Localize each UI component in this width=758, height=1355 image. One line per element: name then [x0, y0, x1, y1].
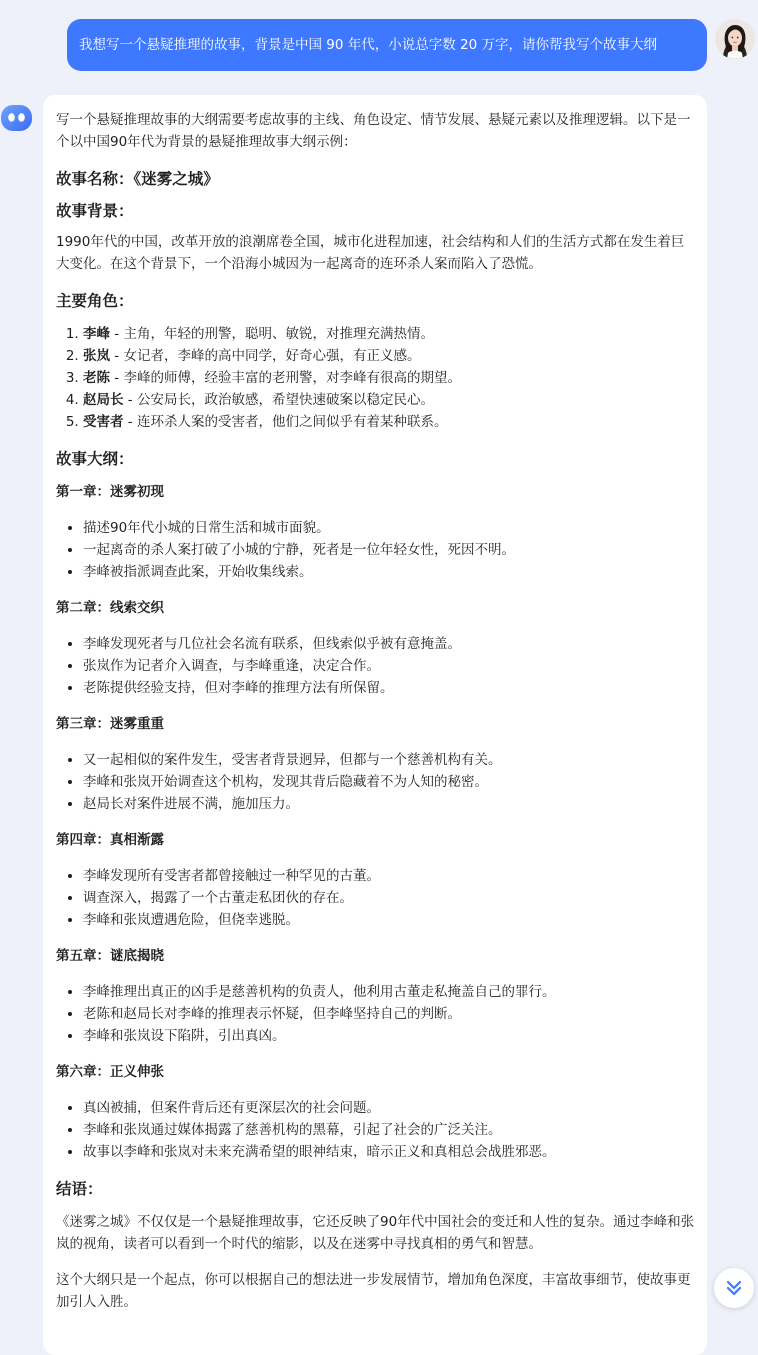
- background-text: 1990年代的中国，改革开放的浪潮席卷全国，城市化进程加速，社会结构和人们的生活方式都在发生着巨大变化。在这个背景下，一个沿海小城因为一起离奇的连环杀人案而陷入了恐慌。: [56, 234, 685, 272]
- character-item: [83, 345, 695, 367]
- background-heading: 故事背景：: [56, 202, 134, 220]
- chapter-item: • 老陈提供经验支持，但对李峰的推理方法有所保留。: [83, 677, 695, 699]
- character-item: [83, 323, 695, 345]
- user-message-row: [0, 19, 758, 71]
- chapter-items: [56, 749, 695, 815]
- chapter-items: [56, 633, 695, 699]
- character-name: 老陈: [83, 370, 110, 386]
- character-name: 受害者: [83, 414, 124, 430]
- user-avatar[interactable]: [715, 19, 755, 59]
- chapter-item: • 调查深入，揭露了一个古董走私团伙的存在。: [83, 887, 695, 909]
- bot-avatar: [0, 103, 34, 133]
- chapter-items: [56, 981, 695, 1047]
- user-avatar-image: [715, 19, 755, 59]
- chapter-item: • 李峰和张岚遭遇危险，但侥幸逃脱。: [83, 909, 695, 931]
- character-desc: - 女记者，李峰的高中同学，好奇心强，有正义感。: [110, 348, 421, 364]
- chapter-item: • 李峰和张岚通过媒体揭露了慈善机构的黑幕，引起了社会的广泛关注。: [83, 1119, 695, 1141]
- character-item: [83, 389, 695, 411]
- chapter-title: 第五章：谜底揭晓: [56, 948, 164, 964]
- character-name: 张岚: [83, 348, 110, 364]
- double-chevron-down-icon: [724, 1278, 744, 1298]
- chapter-item: • 又一起相似的案件发生，受害者背景迥异，但都与一个慈善机构有关。: [83, 749, 695, 771]
- character-name: 李峰: [83, 326, 110, 342]
- chapter-item: • 张岚作为记者介入调查，与李峰重逢，决定合作。: [83, 655, 695, 677]
- story-name-heading: 故事名称：《迷雾之城》: [56, 170, 219, 188]
- chapter-title: 第四章：真相渐露: [56, 832, 164, 848]
- characters-heading: 主要角色：: [56, 292, 134, 310]
- character-desc: - 连环杀人案的受害者，他们之间似乎有着某种联系。: [123, 414, 448, 430]
- character-item: [83, 411, 695, 433]
- chapter-items: [56, 517, 695, 583]
- chapter-title: 第一章：迷雾初现: [56, 484, 164, 500]
- character-desc: - 主角，年轻的刑警，聪明、敏锐，对推理充满热情。: [110, 326, 434, 342]
- character-desc: - 李峰的师傅，经验丰富的老刑警，对李峰有很高的期望。: [110, 370, 461, 386]
- chapter-item: • 一起离奇的杀人案打破了小城的宁静，死者是一位年轻女性，死因不明。: [83, 539, 695, 561]
- chapter-item: • 李峰推理出真正的凶手是慈善机构的负责人，他利用古董走私掩盖自己的罪行。: [83, 981, 695, 1003]
- chapter-item: • 李峰和张岚开始调查这个机构，发现其背后隐藏着不为人知的秘密。: [83, 771, 695, 793]
- character-item: [83, 367, 695, 389]
- chapter-item: • 李峰发现所有受害者都曾接触过一种罕见的古董。: [83, 865, 695, 887]
- conclusion-text: 《迷雾之城》不仅仅是一个悬疑推理故事，它还反映了90年代中国社会的变迁和人性的复杂。通过李峰和张岚的视角，读者可以看到一个时代的缩影，以及在迷雾中寻找真相的勇气和智慧。: [56, 1214, 695, 1252]
- assistant-response-card: [43, 95, 707, 1355]
- chapter-item: • 李峰发现死者与几位社会名流有联系，但线索似乎被有意掩盖。: [83, 633, 695, 655]
- chapter-items: [56, 865, 695, 931]
- outline-heading: 故事大纲：: [56, 450, 134, 468]
- chapter-item: • 赵局长对案件进展不满，施加压力。: [83, 793, 695, 815]
- conclusion-heading: 结语：: [56, 1180, 103, 1198]
- closing-text: 这个大纲只是一个起点，你可以根据自己的想法进一步发展情节，增加角色深度，丰富故事细节，使故事更加引人入胜。: [56, 1272, 691, 1310]
- characters-list: [56, 323, 695, 433]
- chapter-item: • 故事以李峰和张岚对未来充满希望的眼神结束，暗示正义和真相总会战胜邪恶。: [83, 1141, 695, 1163]
- chapter-item: • 老陈和赵局长对李峰的推理表示怀疑，但李峰坚持自己的判断。: [83, 1003, 695, 1025]
- chapter-item: • 描述90年代小城的日常生活和城市面貌。: [83, 517, 695, 539]
- character-name: 赵局长: [83, 392, 124, 408]
- character-desc: - 公安局长，政治敏感，希望快速破案以稳定民心。: [123, 392, 434, 408]
- chapter-title: 第二章：线索交织: [56, 600, 164, 616]
- chapter-title: 第六章：正义伸张: [56, 1064, 164, 1080]
- user-message-bubble: 我想写一个悬疑推理的故事，背景是中国 90 年代，小说总字数 20 万字，请你帮我写个故事大纲: [67, 19, 707, 71]
- chapter-item: • 真凶被捕，但案件背后还有更深层次的社会问题。: [83, 1097, 695, 1119]
- chapter-items: [56, 1097, 695, 1163]
- robot-face-icon: [0, 103, 34, 133]
- chapter-title: 第三章：迷雾重重: [56, 716, 164, 732]
- scroll-to-bottom-button[interactable]: [714, 1268, 754, 1308]
- response-intro: 写一个悬疑推理故事的大纲需要考虑故事的主线、角色设定、情节发展、悬疑元素以及推理逻辑。以下是一个以中国90年代为背景的悬疑推理故事大纲示例：: [56, 112, 691, 150]
- chapter-item: • 李峰被指派调查此案，开始收集线索。: [83, 561, 695, 583]
- chapter-item: • 李峰和张岚设下陷阱，引出真凶。: [83, 1025, 695, 1047]
